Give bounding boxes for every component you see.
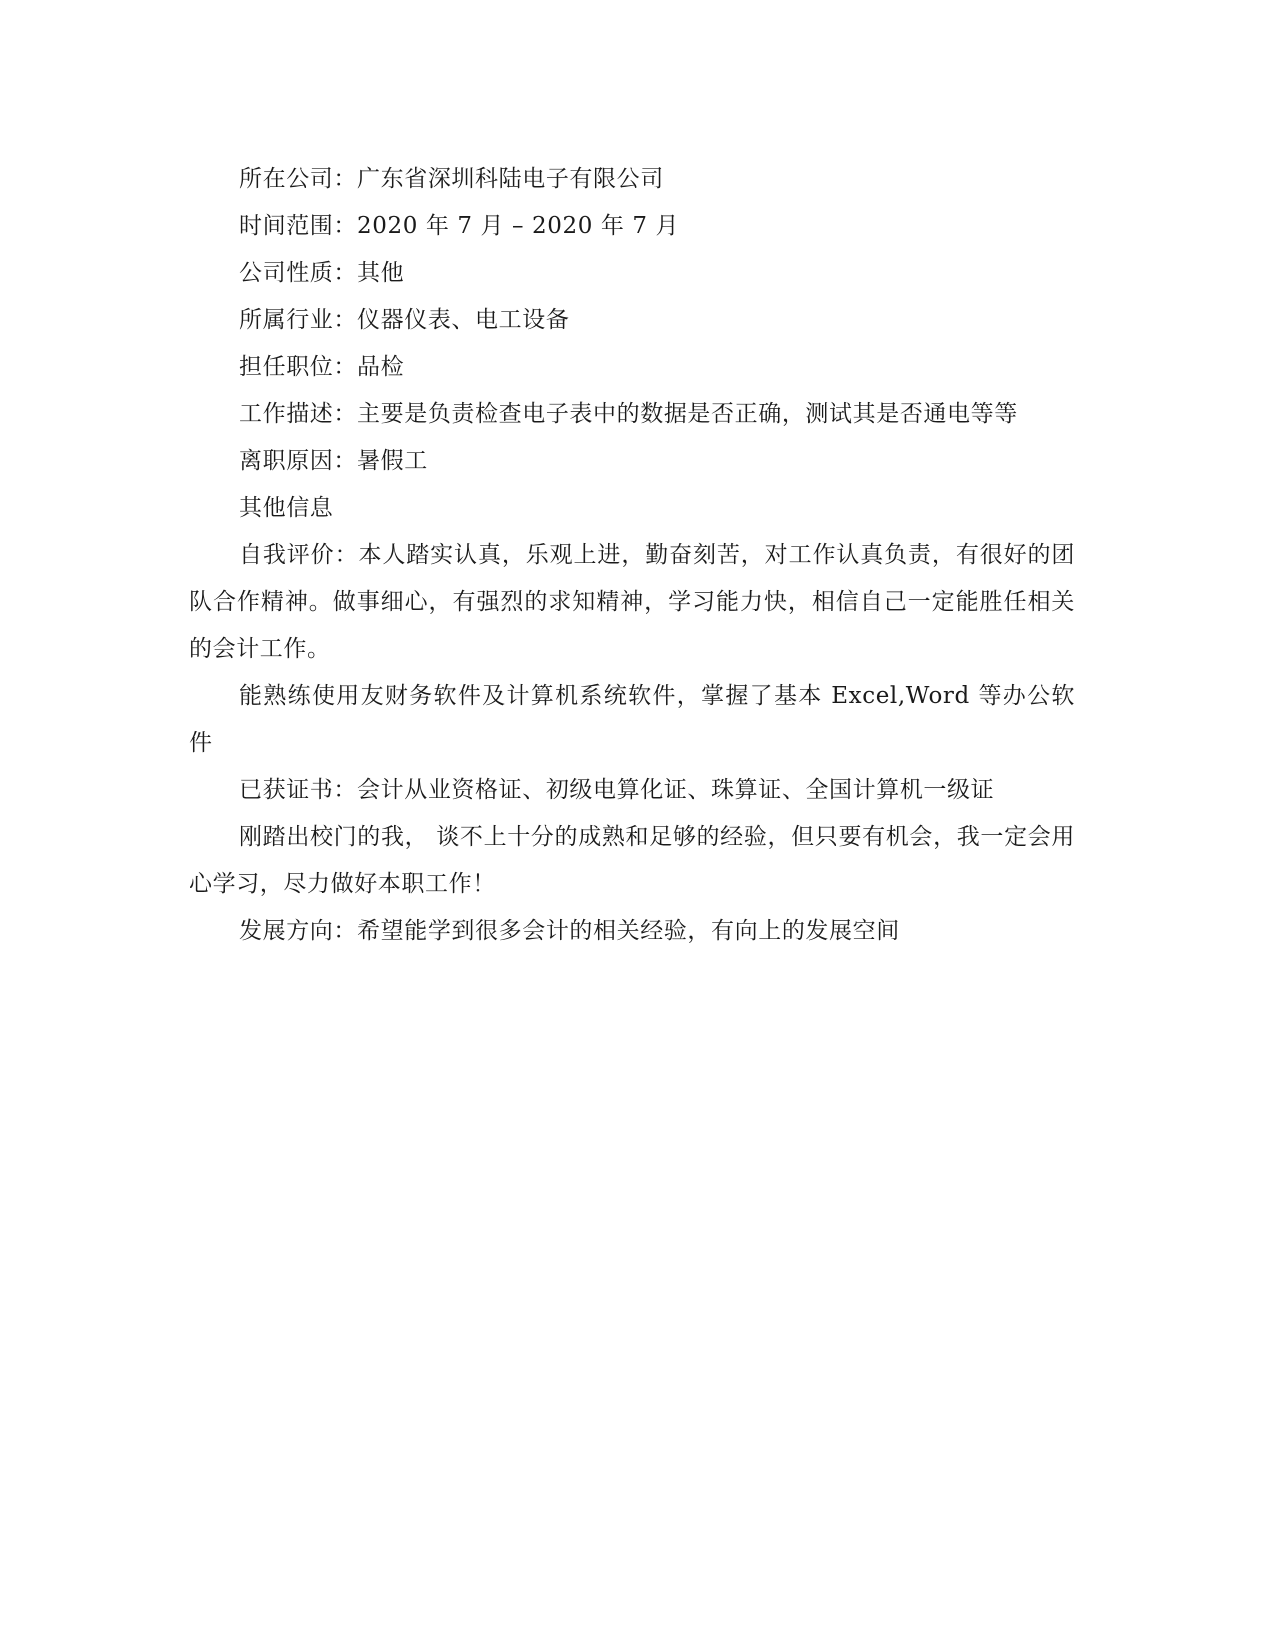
colon: ： <box>333 354 358 380</box>
position-value: 品检 <box>357 354 405 380</box>
colon: ： <box>333 918 358 944</box>
self-evaluation-label: 自我评价 <box>239 542 335 568</box>
leave-reason-value: 暑假工 <box>357 448 428 474</box>
company-type-value: 其他 <box>357 260 405 286</box>
colon: ： <box>333 307 358 333</box>
industry-label: 所属行业 <box>239 307 334 333</box>
other-info-heading: 其他信息 <box>239 495 334 521</box>
industry-value: 仪器仪表、电工设备 <box>357 307 570 333</box>
resume-content <box>189 156 1075 955</box>
company-line <box>189 156 1075 203</box>
description-value: 主要是负责检查电子表中的数据是否正确，测试其是否通电等等 <box>357 401 1018 427</box>
direction-line <box>189 908 1075 955</box>
colon: ： <box>334 542 359 568</box>
self-evaluation-value: 本人踏实认真，乐观上进，勤奋刻苦，对工作认真负责，有很好的团队合作精神。做事细心，有强烈的求知精神，学习能力快，相信自己一定能胜任相关的会计工作。 <box>189 542 1076 662</box>
company-value: 广东省深圳科陆电子有限公司 <box>357 166 664 192</box>
company-type-line <box>189 250 1075 297</box>
period-label: 时间范围 <box>239 213 334 239</box>
period-value: 2020 年 7 月 – 2020 年 7 月 <box>357 213 680 239</box>
certificates-line <box>189 767 1075 814</box>
company-label: 所在公司 <box>239 166 334 192</box>
colon: ： <box>333 260 358 286</box>
colon: ： <box>333 401 358 427</box>
direction-label: 发展方向 <box>239 918 334 944</box>
leave-reason-label: 离职原因 <box>239 448 334 474</box>
leave-reason-line <box>189 438 1075 485</box>
colon: ： <box>333 777 358 803</box>
position-line <box>189 344 1075 391</box>
colon: ： <box>333 448 358 474</box>
direction-value: 希望能学到很多会计的相关经验，有向上的发展空间 <box>357 918 900 944</box>
description-line <box>189 391 1075 438</box>
colon: ： <box>333 213 358 239</box>
certificates-label: 已获证书 <box>239 777 334 803</box>
period-line <box>189 203 1075 250</box>
position-label: 担任职位 <box>239 354 334 380</box>
certificates-value: 会计从业资格证、初级电算化证、珠算证、全国计算机一级证 <box>357 777 995 803</box>
self-evaluation-paragraph <box>189 532 1075 673</box>
industry-line <box>189 297 1075 344</box>
statement-paragraph: 刚踏出校门的我， 谈不上十分的成熟和足够的经验，但只要有机会，我一定会用心学习，尽力做好本职工作！ <box>189 824 1075 897</box>
description-label: 工作描述 <box>239 401 334 427</box>
company-type-label: 公司性质 <box>239 260 334 286</box>
skills-paragraph: 能熟练使用友财务软件及计算机系统软件，掌握了基本 Excel,Word 等办公软件 <box>189 683 1075 756</box>
colon: ： <box>333 166 358 192</box>
